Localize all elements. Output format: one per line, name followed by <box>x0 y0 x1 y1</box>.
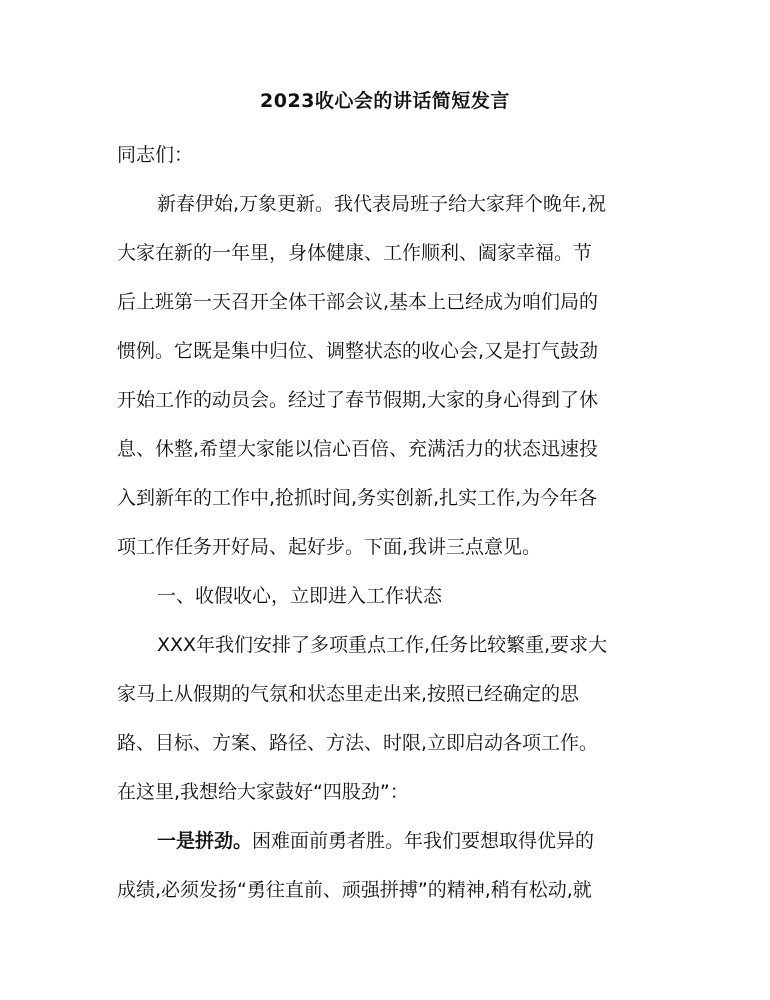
bold-lead-text: 一是拼劲。 <box>157 830 253 852</box>
paragraph-line: 路、目标、方案、路径、方法、时限,立即启动各项工作。 <box>117 732 599 754</box>
section-heading: 一、收假收心，立即进入工作状态 <box>157 585 443 607</box>
document-title: 2023收心会的讲话简短发言 <box>260 90 510 112</box>
document-body <box>117 131 657 915</box>
paragraph-line: 家马上从假期的气氛和状态里走出来,按照已经确定的思 <box>117 683 580 705</box>
salutation-line: 同志们： <box>117 144 194 166</box>
paragraph-line-text: 困难面前勇者胜。年我们要想取得优异的 <box>252 830 595 852</box>
paragraph-line: 新春伊始,万象更新。我代表局班子给大家拜个晚年,祝 <box>157 193 607 215</box>
paragraph-line: 开始工作的动员会。经过了春节假期,大家的身心得到了休 <box>117 389 599 411</box>
paragraph-line: 后上班第一天召开全体干部会议,基本上已经成为咱们局的 <box>117 291 599 313</box>
paragraph-line: 在这里,我想给大家鼓好“四股劲”： <box>117 781 409 803</box>
paragraph-line <box>117 817 657 866</box>
paragraph-line: 成绩,必须发扬“勇往直前、顽强拼搏”的精神,稍有松动,就 <box>117 879 592 901</box>
paragraph-line: 项工作任务开好局、起好步。下面,我讲三点意见。 <box>117 536 542 558</box>
paragraph-line: 惯例。它既是集中归位、调整状态的收心会,又是打气鼓劲 <box>117 340 599 362</box>
paragraph-line: 息、休整,希望大家能以信心百倍、充满活力的状态迅速投 <box>117 438 599 460</box>
paragraph-line: 大家在新的一年里，身体健康、工作顺利、阖家幸福。节 <box>117 242 593 264</box>
paragraph-line: XXX年我们安排了多项重点工作,任务比较繁重,要求大 <box>157 634 608 656</box>
paragraph-line: 入到新年的工作中,抢抓时间,务实创新,扎实工作,为今年各 <box>117 487 598 509</box>
